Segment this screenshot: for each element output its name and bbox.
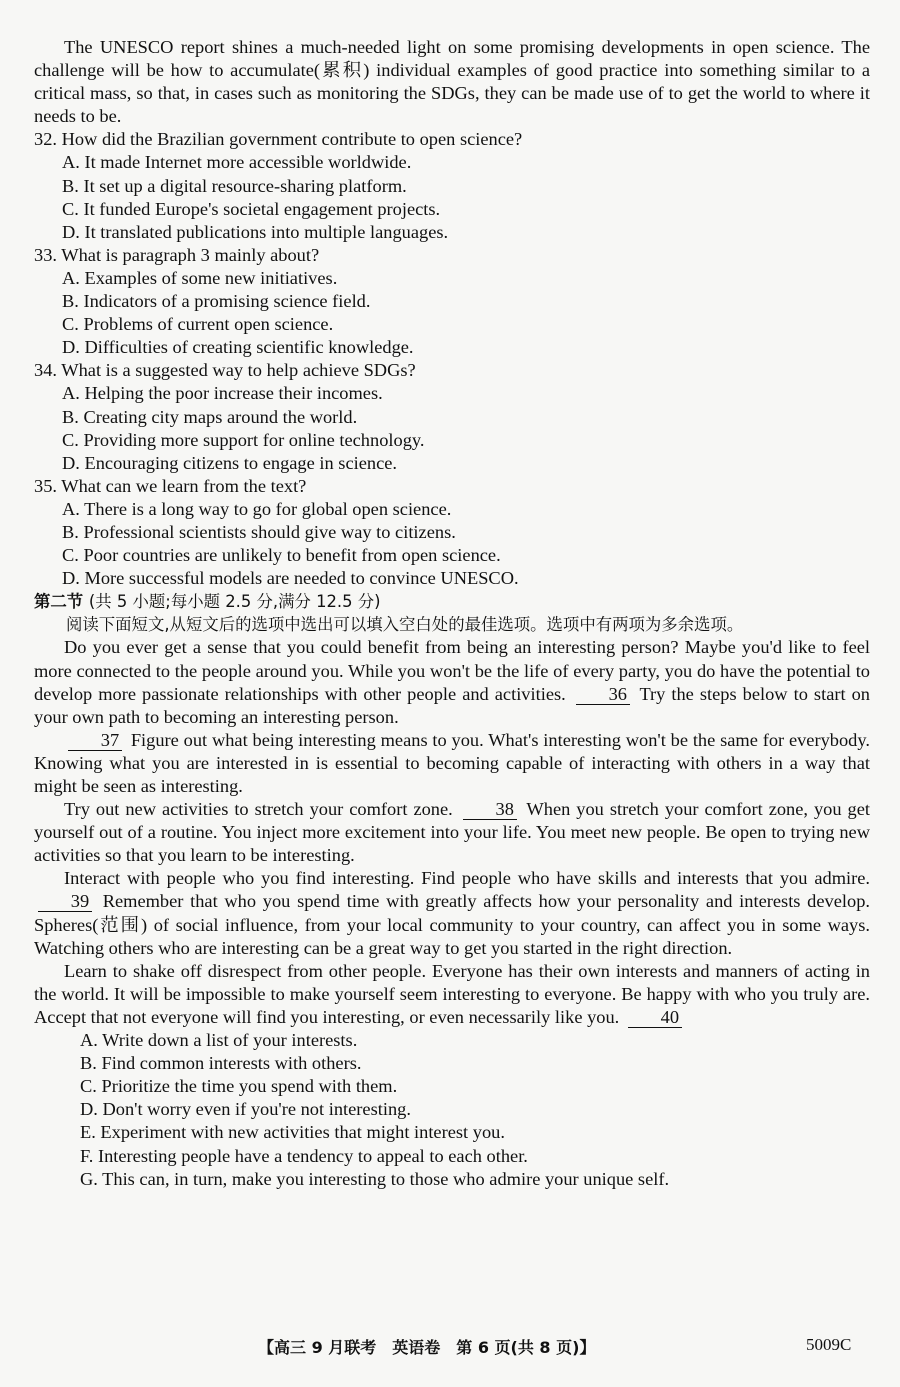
section-title: 第二节 — [34, 592, 84, 612]
question-34 — [34, 359, 870, 474]
option-d: D. It translated publications into multiple languages. — [62, 221, 449, 242]
option-b: B. Professional scientists should give way to citizens. — [62, 521, 456, 542]
cloze-paragraph-5 — [34, 960, 870, 1029]
blank-37: 37 — [68, 730, 122, 751]
cloze-paragraph-1 — [34, 636, 870, 728]
option-d: D. Difficulties of creating scientific knowledge. — [62, 337, 414, 358]
question-35 — [34, 475, 870, 590]
cloze-paragraph-3 — [34, 798, 870, 867]
paragraph-text: Interact with people who you find interesting. Find people who have skills and interests that you admire. — [64, 868, 870, 889]
paragraph-text: Remember that who you spend time with greatly affects how your personality and interests develop. Spheres(范围) of social influence, from your local community to your country, can affect you in some ways. Watching others who are interesting can be a great way to get you started in the right direction. — [34, 891, 870, 958]
cloze-paragraph-4 — [34, 867, 870, 959]
paragraph-text: Do you ever get a sense that you could benefit from being an interesting person? Maybe you'd like to feel more connected to the people around you. While you won't be the life of every party, you do have the potential to develop more passionate relationships with other people and activities. — [34, 637, 870, 704]
option-a: A. Helping the poor increase their incomes. — [62, 383, 383, 404]
option-c: C. Providing more support for online technology. — [62, 429, 425, 450]
paragraph-text: Try out new activities to stretch your comfort zone. — [64, 799, 453, 820]
option-b: B. Indicators of a promising science field. — [62, 291, 371, 312]
question-stem: 33. What is paragraph 3 mainly about? — [34, 244, 320, 265]
option-b: B. Creating city maps around the world. — [62, 406, 358, 427]
option-c: C. Poor countries are unlikely to benefit from open science. — [62, 545, 501, 566]
question-stem: 32. How did the Brazilian government contribute to open science? — [34, 129, 523, 150]
question-stem: 34. What is a suggested way to help achieve SDGs? — [34, 360, 416, 381]
cloze-option-b: B. Find common interests with others. — [80, 1053, 362, 1074]
option-d: D. Encouraging citizens to engage in science. — [62, 452, 397, 473]
cloze-option-c: C. Prioritize the time you spend with them. — [80, 1076, 398, 1097]
cloze-option-e: E. Experiment with new activities that might interest you. — [80, 1122, 505, 1143]
cloze-options — [34, 1029, 870, 1191]
option-a: A. Examples of some new initiatives. — [62, 267, 338, 288]
passage-closing-paragraph: The UNESCO report shines a much-needed light on some promising developments in open science. The challenge will be how to accumulate(累积) individual examples of good practice into something similar to a critical mass, so that, in cases such as monitoring the SDGs, they can be made use of to get the world to where it needs to be. — [34, 37, 870, 127]
paragraph-text: When you stretch your comfort zone, you get yourself out of a routine. You inject more excitement into your life. You meet new people. Be open to trying new activities so that you learn to be interesting. — [34, 799, 870, 866]
option-a: A. It made Internet more accessible worldwide. — [62, 152, 412, 173]
option-a: A. There is a long way to go for global open science. — [62, 498, 452, 519]
footer-page-info: 【高三 9 月联考 英语卷 第 6 页(共 8 页)】 — [258, 1338, 596, 1357]
paragraph-text: Try the steps below to start on your own path to becoming an interesting person. — [34, 683, 870, 727]
question-33 — [34, 244, 870, 359]
blank-40: 40 — [628, 1007, 682, 1028]
option-d: D. More successful models are needed to convince UNESCO. — [62, 568, 519, 589]
cloze-option-d: D. Don't worry even if you're not interesting. — [80, 1099, 411, 1120]
cloze-paragraph-2 — [34, 729, 870, 798]
section-scoring: (共 5 小题;每小题 2.5 分,满分 12.5 分) — [88, 592, 381, 612]
footer-paper-code: 5009C — [806, 1335, 852, 1354]
question-stem: 35. What can we learn from the text? — [34, 475, 307, 496]
section-heading — [34, 590, 870, 613]
cloze-option-a: A. Write down a list of your interests. — [80, 1030, 358, 1051]
cloze-option-f: F. Interesting people have a tendency to appeal to each other. — [80, 1145, 528, 1166]
paragraph-text: Figure out what being interesting means to you. What's interesting won't be the same for everybody. Knowing what you are interested in is essential to becoming capable of interacting with others in a way that might be seen as interesting. — [34, 729, 870, 796]
blank-36: 36 — [576, 684, 630, 705]
section-instruction: 阅读下面短文,从短文后的选项中选出可以填入空白处的最佳选项。选项中有两项为多余选项。 — [66, 615, 744, 635]
option-c: C. It funded Europe's societal engagement projects. — [62, 198, 441, 219]
cloze-option-g: G. This can, in turn, make you interesting to those who admire your unique self. — [80, 1168, 670, 1189]
option-b: B. It set up a digital resource-sharing platform. — [62, 175, 407, 196]
option-c: C. Problems of current open science. — [62, 314, 334, 335]
blank-39: 39 — [38, 891, 92, 912]
paragraph-text: Learn to shake off disrespect from other people. Everyone has their own interests and manners of acting in the world. It will be impossible to make yourself seem interesting to everyone. Be happy with who you truly are. Accept that not everyone will find you interesting, or even necessarily like you. — [34, 960, 870, 1027]
question-32 — [34, 128, 870, 243]
blank-38: 38 — [463, 799, 517, 820]
